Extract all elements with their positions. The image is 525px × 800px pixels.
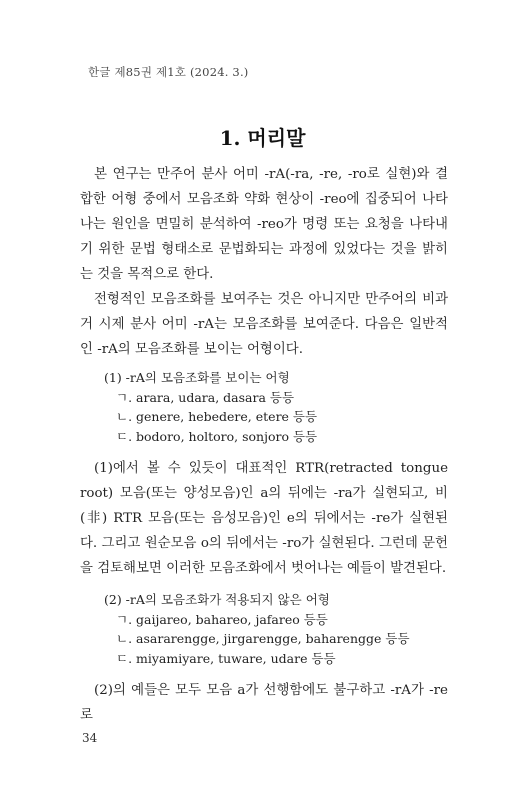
example-block-2 (104, 590, 444, 668)
example-item: ㄷ. bodoro, holtoro, sonjoro 등등 (116, 428, 318, 444)
paragraph-continuation: (2)의 예들은 모두 모음 a가 선행함에도 불구하고 -rA가 -re로 (80, 683, 448, 723)
example-item: ㄴ. asararengge, jirgarengge, baharengge 등등 (116, 631, 410, 646)
example-item: ㄱ. arara, udara, dasara 등등 (116, 389, 295, 405)
running-header: 한글 제85권 제1호 (2024. 3.) (88, 65, 249, 79)
section-heading: 1. 머리말 (219, 126, 306, 150)
example-item: ㄷ. miyamiyare, tuware, udare 등등 (116, 650, 336, 666)
example-block-1 (104, 368, 444, 446)
example-item: ㄱ. gaijareo, bahareo, jafareo 등등 (116, 611, 328, 627)
paragraph-harmony: 전형적인 모음조화를 보여주는 것은 아니지만 만주어의 비과거 시제 분사 어미 -rA는 모음조화를 보여준다. 다음은 일반적인 -rA의 모음조화를 보이는 어형이다. (80, 292, 448, 357)
example-item: ㄴ. genere, hebedere, etere 등등 (116, 409, 318, 424)
paragraph-explanation: (1)에서 볼 수 있듯이 대표적인 RTR(retracted tongue root) 모음(또는 양성모음)인 a의 뒤에는 -ra가 실현되고, 비(非) RTR 모음(또는 음성모음)인 e의 뒤에서는 -re가 실현된다. 그리고 원순모음 o의 뒤에서는 -ro가 실현된다. 그런데 문헌을 검토해보면 이러한 모음조화에서 벗어나는 예들이 발견된다. (80, 461, 448, 576)
page-number: 34 (82, 731, 98, 745)
example-title: (1) -rA의 모음조화를 보이는 어형 (104, 370, 290, 385)
example-title: (2) -rA의 모음조화가 적용되지 않은 어형 (104, 592, 330, 607)
paragraph-intro: 본 연구는 만주어 분사 어미 -rA(-ra, -re, -ro로 실현)와 결합한 어형 중에서 모음조화 약화 현상이 -reo에 집중되어 나타나는 원인을 면밀히 분석하여 -reo가 명령 또는 요청을 나타내기 위한 문법 형태소로 문법화되는 과정에 있었다는 것을 밝히는 것을 목적으로 한다. (80, 167, 448, 282)
